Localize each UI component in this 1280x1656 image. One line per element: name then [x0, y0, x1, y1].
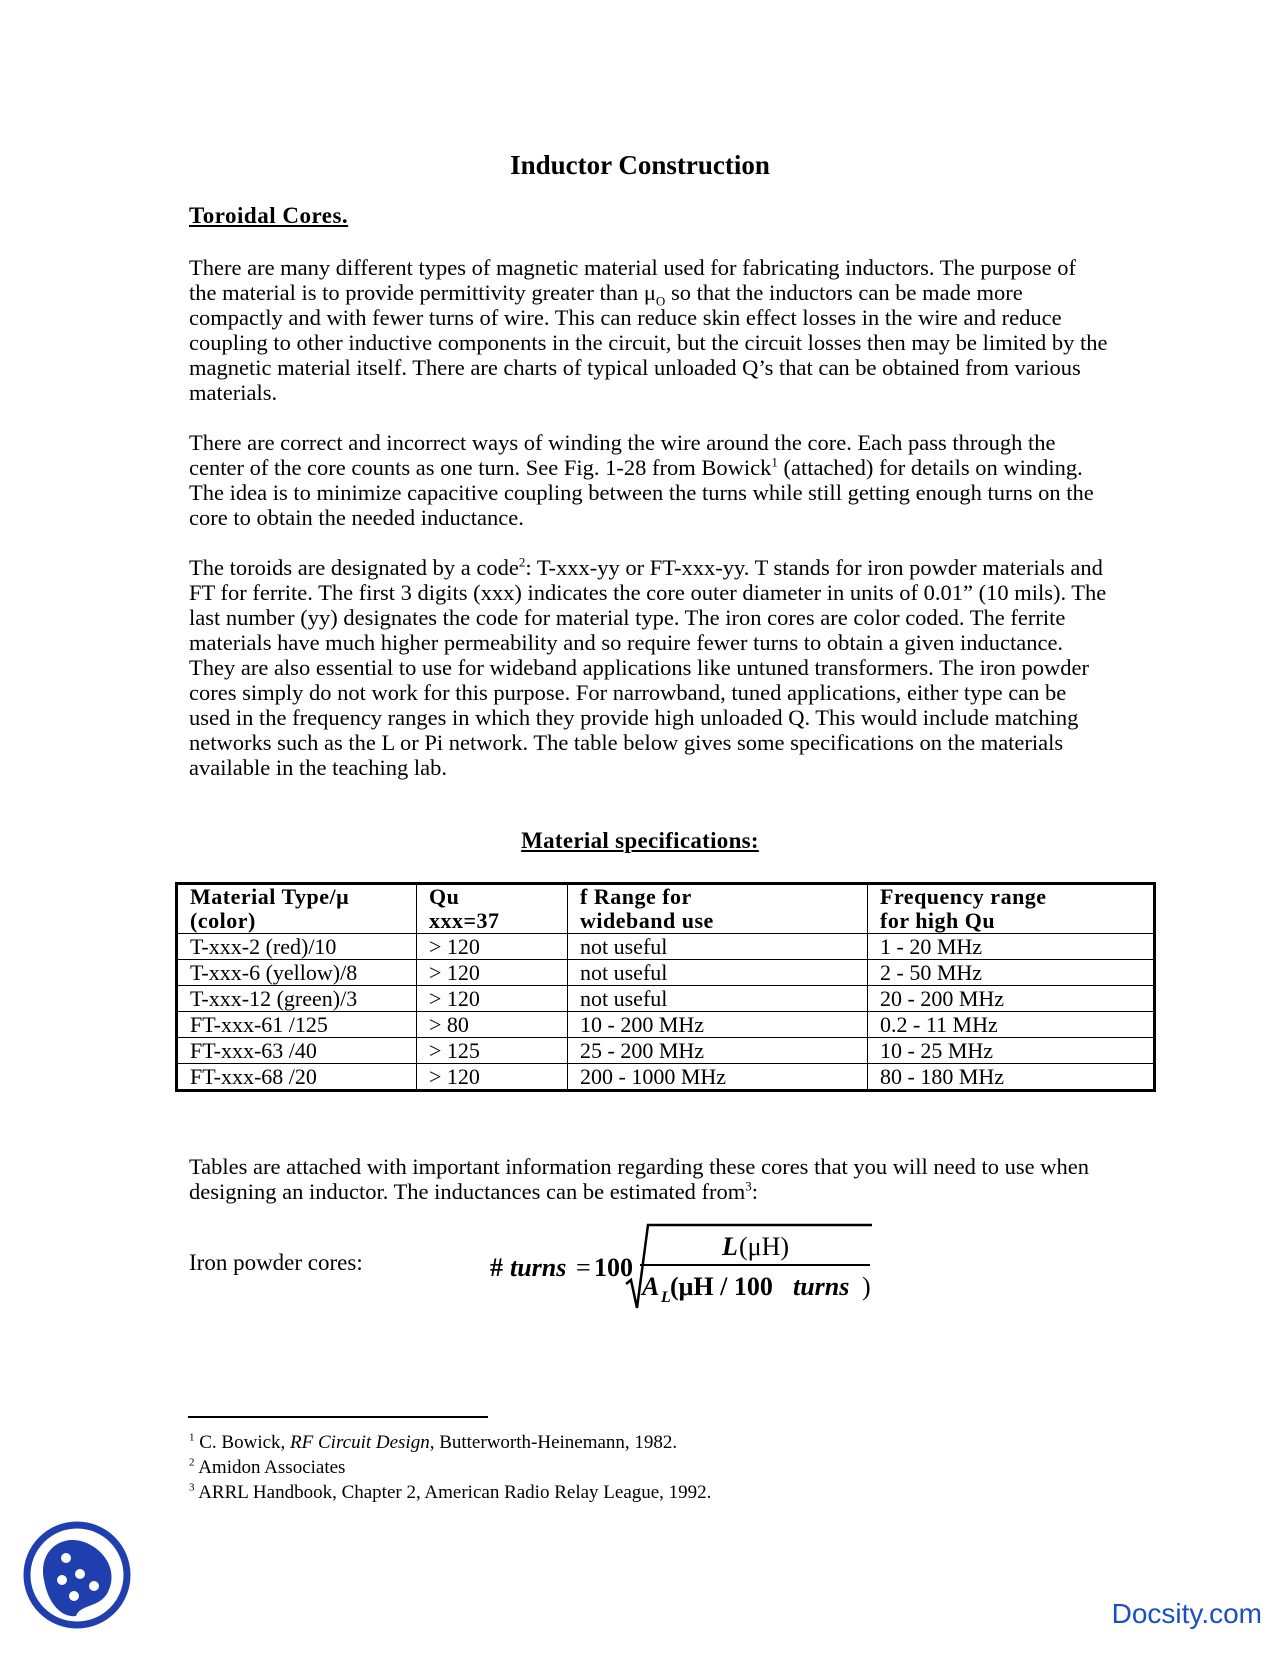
cell-material: T-xxx-6 (yellow)/8	[177, 960, 417, 986]
footnote-1: $^1$ C. Bowick, RF Circuit Design, Butterworth-Heinemann, 1982.	[189, 1431, 678, 1453]
page-title: Inductor Construction	[510, 150, 770, 180]
footnote-2: $^2$ Amidon Associates	[189, 1456, 346, 1478]
cell-wideband: not useful	[568, 934, 868, 960]
paragraph-winding: There are correct and incorrect ways of winding the wire around the core. Each pass through the center of the core counts as one turn. See Fig. 1-28 from Bowick$^1$ (attached) for details on winding. The idea is to minimize capacitive coupling between the turns while still getting enough turns on the core to obtain the needed inductance.	[189, 430, 1094, 530]
paragraph-materials: There are many different types of magnetic material used for fabricating inductors. The purpose of the material is to provide permittivity greater than $\mu_O$ so that the inductors can be made more compactly and with fewer turns of wire. This can reduce skin effect losses in the wire and reduce coupling to other inductive components in the circuit, but the circuit losses then may be limited by the magnetic material itself. There are charts of typical unloaded Q’s that can be obtained from various materials.	[189, 255, 1108, 405]
cell-material: T-xxx-12 (green)/3	[177, 986, 417, 1012]
material-spec-table	[175, 882, 1156, 1092]
formula-den-close: )	[862, 1272, 871, 1301]
formula-den-A: A	[642, 1272, 660, 1301]
header-material: Material Type/μ (color)	[177, 884, 417, 934]
table-row	[177, 960, 1155, 986]
docsity-logo-icon	[22, 1520, 132, 1630]
cell-qu: > 120	[417, 934, 568, 960]
cell-wideband: not useful	[568, 986, 868, 1012]
paragraph-tables-attached: Tables are attached with important information regarding these cores that you will need to use when designing an inductor. The inductances can be estimated from$^3$:	[189, 1154, 1090, 1204]
table-row	[177, 1012, 1155, 1038]
turns-formula	[490, 1222, 910, 1312]
footnote-rule	[188, 1416, 488, 1418]
cell-wideband: not useful	[568, 960, 868, 986]
formula-hash: #	[490, 1253, 503, 1282]
footnote-3: $^3$ ARRL Handbook, Chapter 2, American Radio Relay League, 1992.	[189, 1481, 712, 1503]
header-qu: Qu xxx=37	[417, 884, 568, 934]
formula-equals: =	[576, 1253, 591, 1282]
formula-num-L: L	[722, 1232, 738, 1261]
cell-wideband: 25 - 200 MHz	[568, 1038, 868, 1064]
cell-freq: 1 - 20 MHz	[868, 934, 1155, 960]
cell-material: T-xxx-2 (red)/10	[177, 934, 417, 960]
cell-material: FT-xxx-63 /40	[177, 1038, 417, 1064]
formula-label: Iron powder cores:	[189, 1250, 363, 1275]
cell-material: FT-xxx-61 /125	[177, 1012, 417, 1038]
cell-freq: 10 - 25 MHz	[868, 1038, 1155, 1064]
table-row	[177, 986, 1155, 1012]
cell-freq: 80 - 180 MHz	[868, 1064, 1155, 1091]
cell-qu: > 80	[417, 1012, 568, 1038]
section-heading: Toroidal Cores.	[189, 203, 349, 228]
formula-turns: turns	[510, 1253, 567, 1282]
table-header-row	[177, 884, 1155, 934]
cell-material: FT-xxx-68 /20	[177, 1064, 417, 1091]
cell-freq: 0.2 - 11 MHz	[868, 1012, 1155, 1038]
formula-den-turns: turns	[793, 1272, 850, 1301]
formula-graphic	[490, 1222, 910, 1312]
formula-den-unit: (μH / 100	[670, 1272, 773, 1301]
header-freq-range: Frequency range for high Qu	[868, 884, 1155, 934]
table-title: Material specifications:	[521, 828, 759, 853]
cell-freq: 20 - 200 MHz	[868, 986, 1155, 1012]
formula-den-sub: L	[661, 1289, 671, 1306]
cell-freq: 2 - 50 MHz	[868, 960, 1155, 986]
cell-qu: > 120	[417, 1064, 568, 1091]
formula-coef: 100	[594, 1253, 633, 1282]
cell-qu: > 125	[417, 1038, 568, 1064]
formula-num-unit: (μH)	[739, 1232, 790, 1261]
header-wideband: f Range for wideband use	[568, 884, 868, 934]
paragraph-toroid-codes: The toroids are designated by a code$^2$: T-xxx-yy or FT-xxx-yy. T stands for iron powder materials and FT for ferrite. The first 3 digits (xxx) indicates the core outer diameter in units of 0.01” (10 mils). The last number (yy) designates the code for material type. The iron cores are color coded. The ferrite materials have much higher permeability and so require fewer turns to obtain a given inductance. They are also essential to use for wideband applications like untuned transformers. The iron powder cores simply do not work for this purpose. For narrowband, tuned applications, either type can be used in the frequency ranges in which they provide high unloaded Q. This would include matching networks such as the L or Pi network. The table below gives some specifications on the materials available in the teaching lab.	[189, 554, 1107, 780]
table-row	[177, 1064, 1155, 1091]
cell-qu: > 120	[417, 986, 568, 1012]
cell-qu: > 120	[417, 960, 568, 986]
cell-wideband: 10 - 200 MHz	[568, 1012, 868, 1038]
table-row	[177, 1038, 1155, 1064]
docsity-watermark[interactable]: Docsity.com	[1111, 1598, 1262, 1629]
cell-wideband: 200 - 1000 MHz	[568, 1064, 868, 1091]
table-row	[177, 934, 1155, 960]
